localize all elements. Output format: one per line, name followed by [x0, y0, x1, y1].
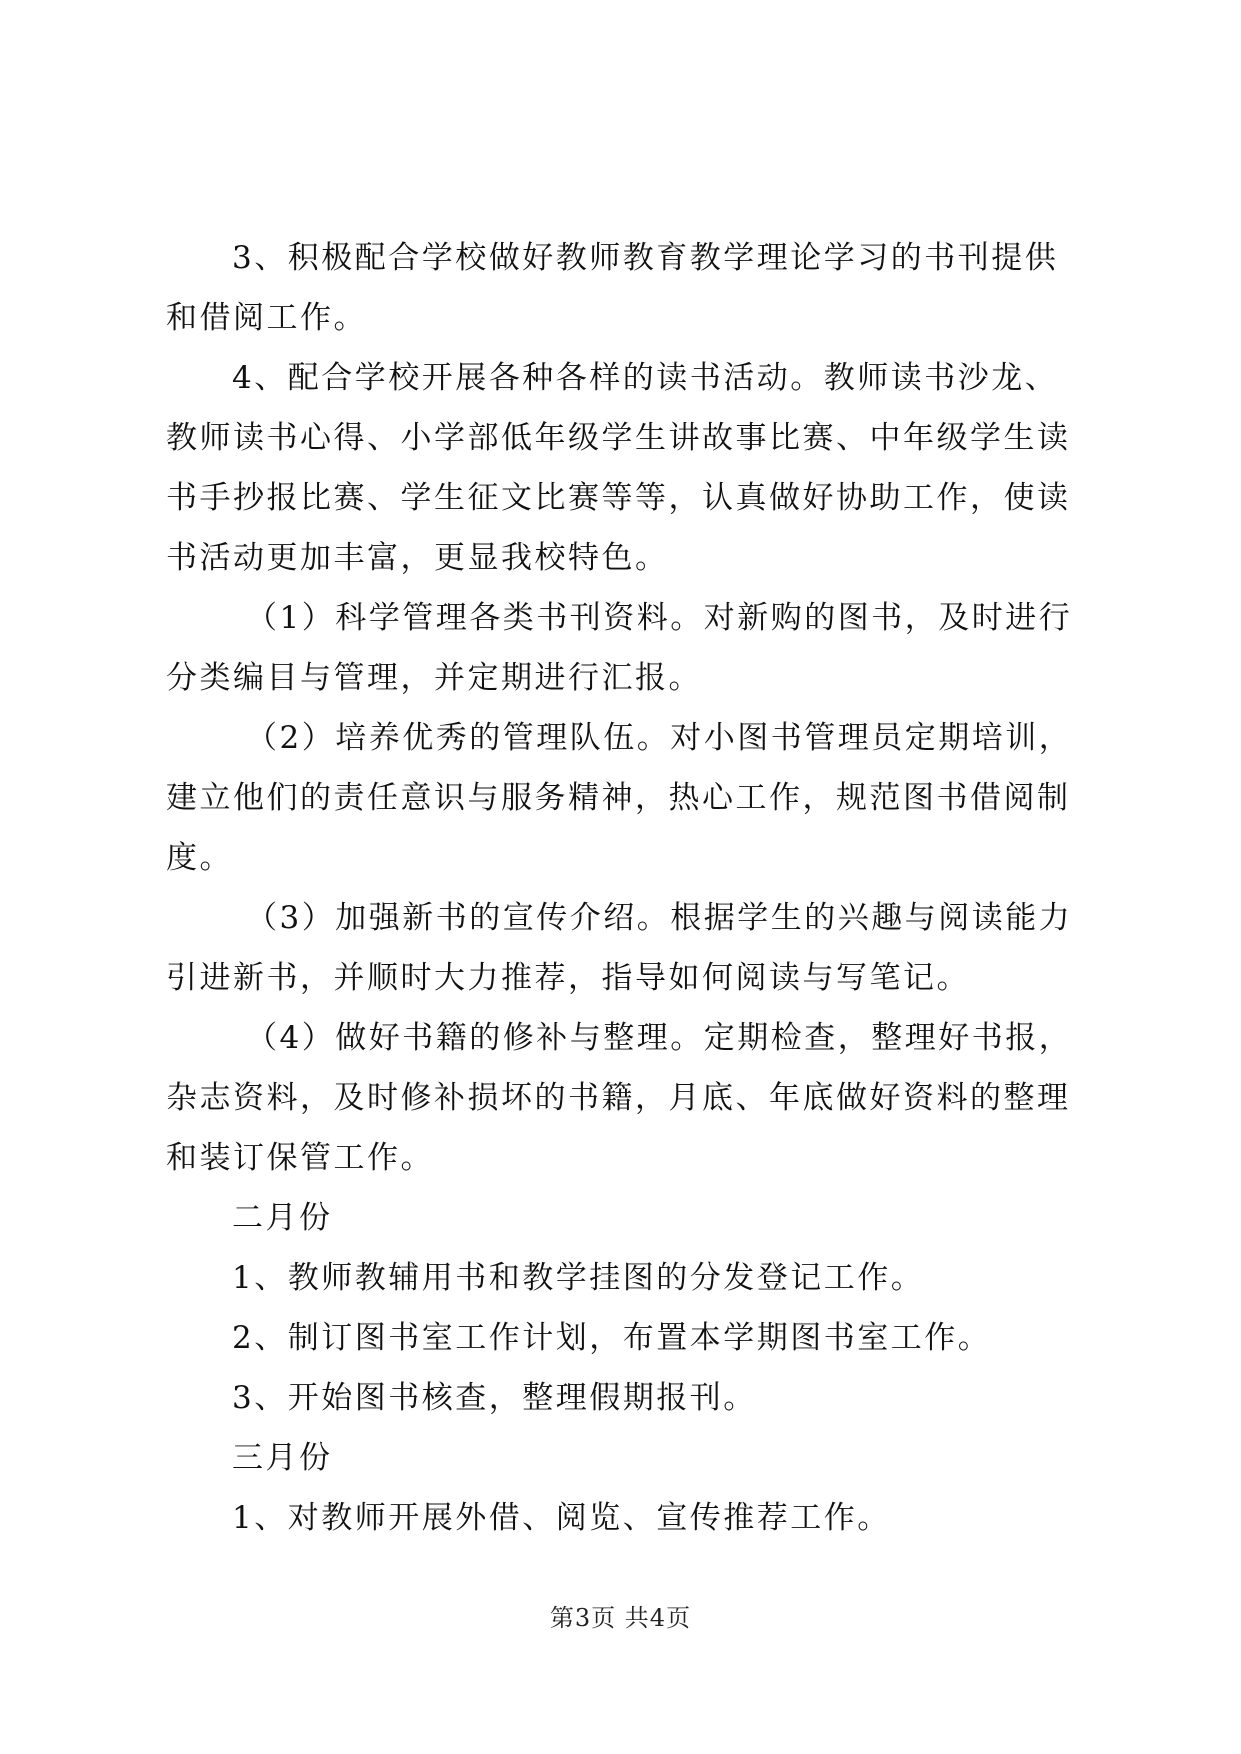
paragraph-sub-1: （1）科学管理各类书刊资料。对新购的图书，及时进行分类编目与管理，并定期进行汇报。	[166, 600, 1073, 696]
paragraph-sub-4: （4）做好书籍的修补与整理。定期检查，整理好书报，杂志资料，及时修补损坏的书籍，月底、年底做好资料的整理和装订保管工作。	[166, 1020, 1073, 1176]
paragraph-item-4: 4、配合学校开展各种各样的读书活动。教师读书沙龙、教师读书心得、小学部低年级学生讲故事比赛、中年级学生读书手抄报比赛、学生征文比赛等等，认真做好协助工作，使读书活动更加丰富，更显我校特色。	[166, 360, 1071, 576]
february-item-3: 3、开始图书核查，整理假期报刊。	[232, 1380, 757, 1416]
paragraph-sub-3: （3）加强新书的宣传介绍。根据学生的兴趣与阅读能力引进新书，并顺时大力推荐，指导如何阅读与写笔记。	[166, 900, 1073, 996]
paragraph-sub-2: （2）培养优秀的管理队伍。对小图书管理员定期培训，建立他们的责任意识与服务精神，热心工作，规范图书借阅制度。	[166, 720, 1073, 876]
february-item-1: 1、教师教辅用书和教学挂图的分发登记工作。	[232, 1260, 925, 1296]
march-item-1: 1、对教师开展外借、阅览、宣传推荐工作。	[232, 1500, 891, 1536]
page-number-footer: 第3页 共4页	[549, 1604, 692, 1632]
section-heading-march: 三月份	[232, 1440, 333, 1476]
section-heading-february: 二月份	[232, 1200, 333, 1236]
paragraph-item-3: 3、积极配合学校做好教师教育教学理论学习的书刊提供和借阅工作。	[166, 240, 1059, 336]
february-item-2: 2、制订图书室工作计划，布置本学期图书室工作。	[232, 1320, 992, 1356]
document-body	[166, 228, 1086, 1548]
